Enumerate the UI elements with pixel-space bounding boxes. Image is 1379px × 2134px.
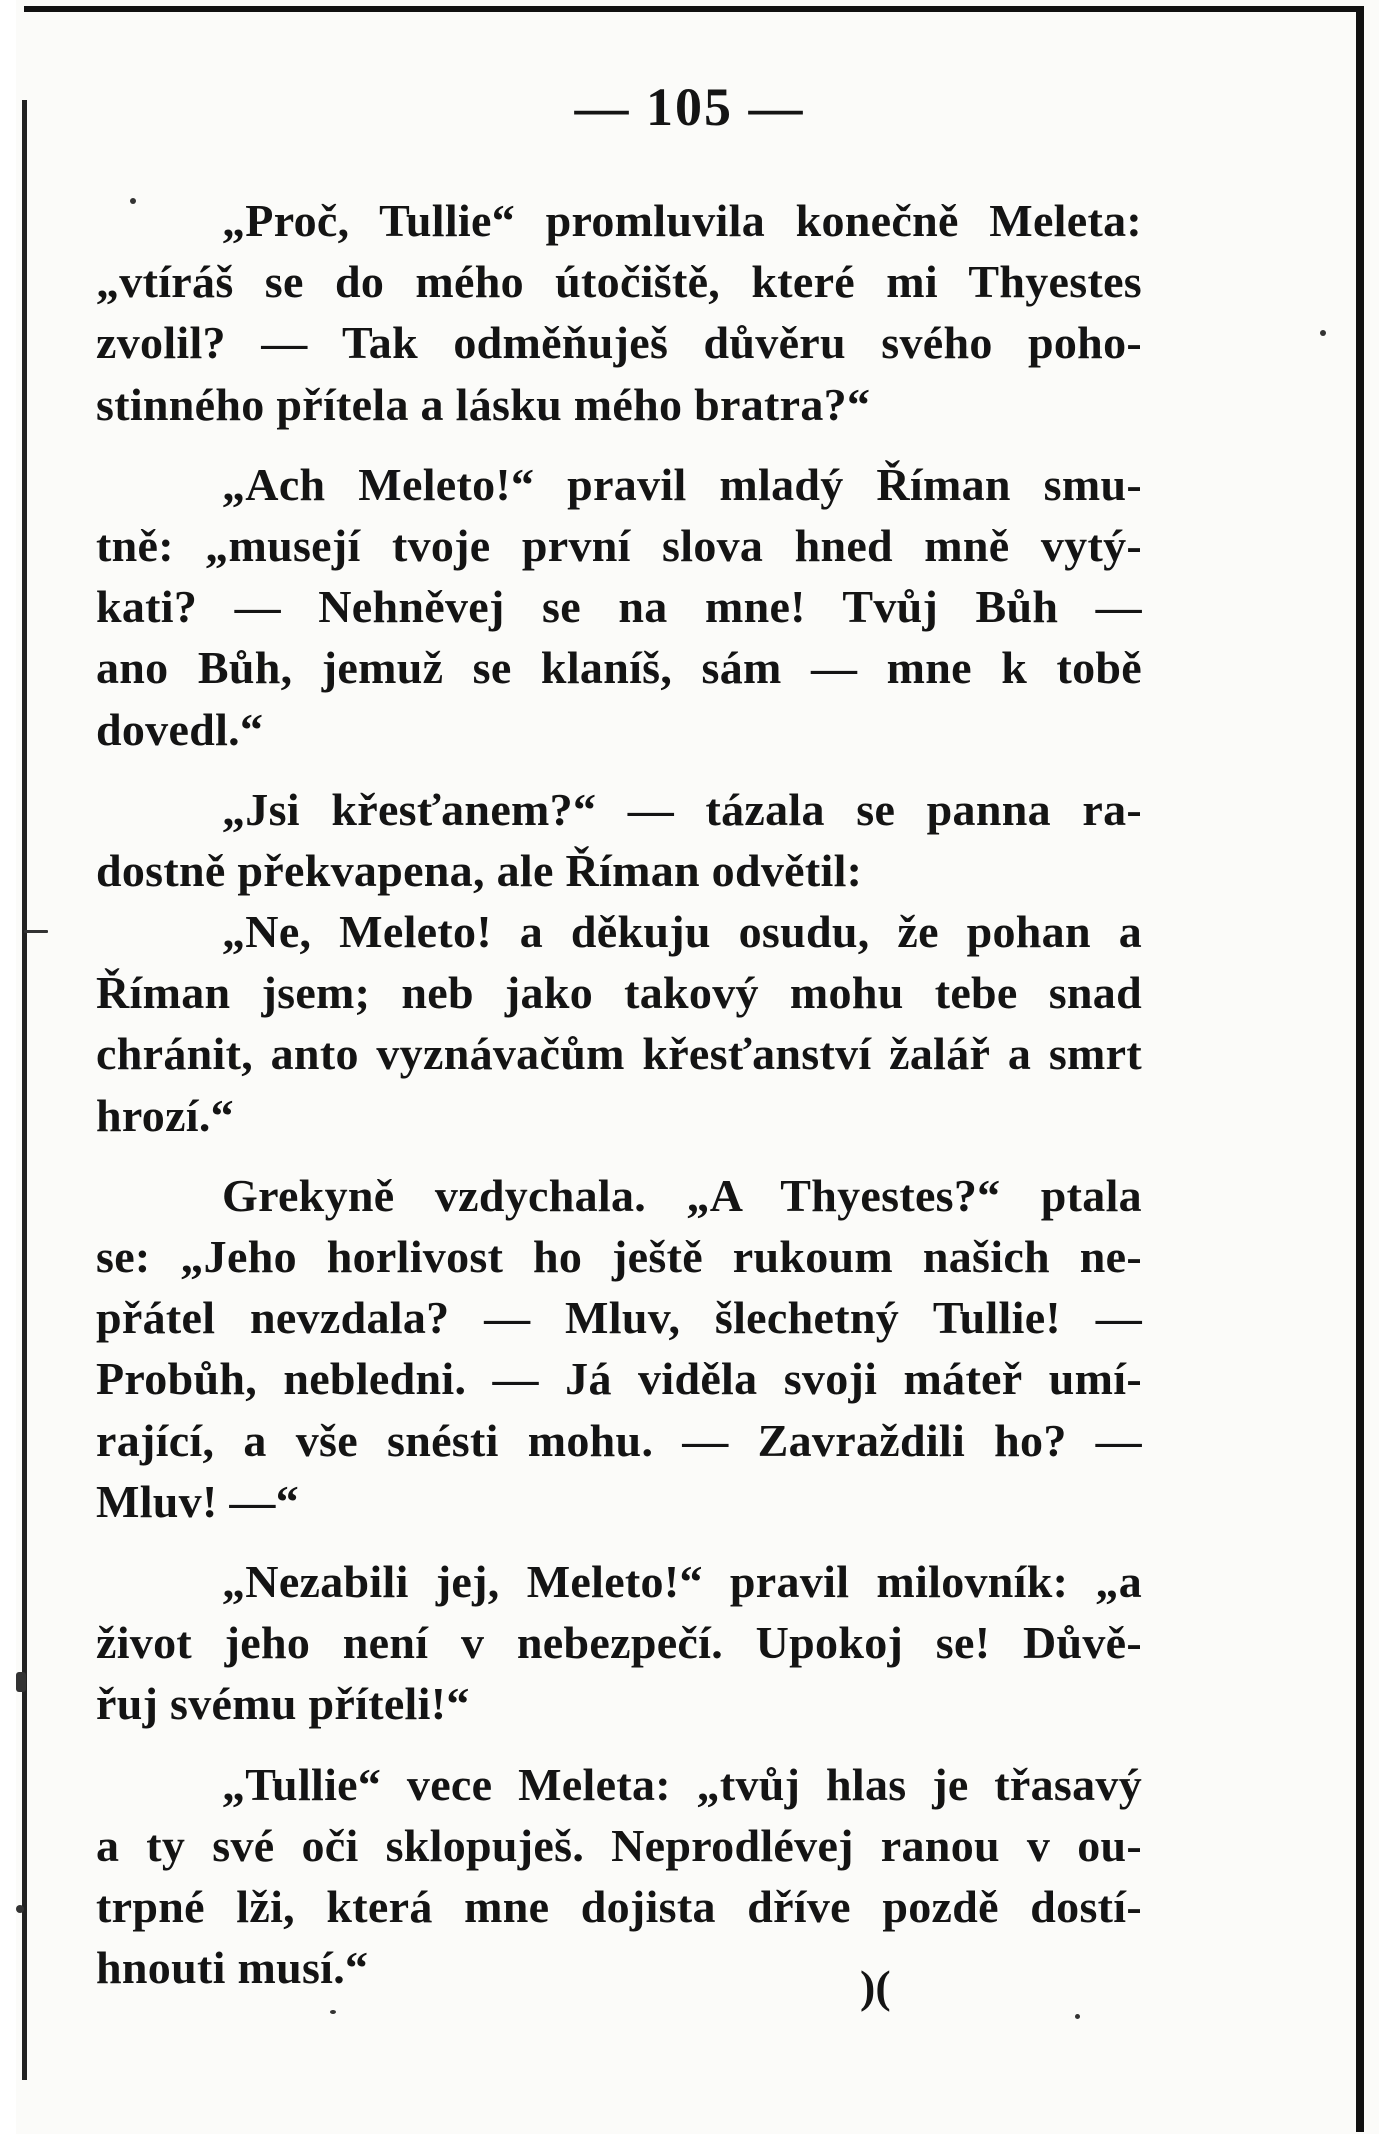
- paragraph-gap: [96, 1146, 1142, 1165]
- text-line: „vtíráš se do mého útočiště, které mi Thyestes: [96, 256, 1142, 308]
- scan-speck: [1320, 330, 1326, 336]
- paragraph-gap: [96, 1532, 1142, 1551]
- page-number: — 105 —: [574, 77, 805, 137]
- text-line: „Proč, Tullie“ promluvila konečně Meleta:: [222, 195, 1142, 246]
- text-line: Probůh, nebledni. — Já viděla svoji máteř umí-: [96, 1353, 1142, 1405]
- text-line: Grekyně vzdychala. „A Thyestes?“ ptala: [222, 1169, 1142, 1221]
- text-line: „Ne, Meleto! a děkuju osudu, že pohan a: [222, 906, 1142, 958]
- text-line: dovedl.“: [96, 703, 264, 755]
- paragraph: [96, 779, 1142, 901]
- text-line: „Ach Meleto!“ pravil mladý Říman smu-: [222, 458, 1142, 510]
- scan-speck: [330, 2010, 336, 2014]
- text-line: „Jsi křesťanem?“ — tázala se panna ra-: [222, 783, 1142, 835]
- catchword: )(: [860, 1961, 891, 2012]
- paragraph: [96, 190, 1142, 435]
- text-line: ano Bůh, jemuž se klaníš, sám — mne k tobě: [96, 642, 1142, 694]
- scan-speck: [16, 1672, 26, 1692]
- paragraph-gap: [96, 435, 1142, 454]
- paragraph: [96, 1551, 1142, 1735]
- scan-speck: [24, 930, 48, 933]
- scan-speck: [16, 1905, 24, 1913]
- text-line: se: „Jeho horlivost ho ještě rukoum našich ne-: [96, 1231, 1142, 1282]
- text-line: a ty své oči sklopuješ. Neprodlévej ranou v ou-: [96, 1819, 1142, 1871]
- text-line: řuj svému příteli!“: [96, 1678, 470, 1730]
- scan-border-top: [24, 6, 1364, 12]
- text-line: hnouti musí.“: [96, 1942, 369, 1994]
- paragraph-gap: [96, 1735, 1142, 1754]
- scan-margin: [0, 0, 16, 2134]
- paragraph: [96, 454, 1142, 760]
- scan-speck: [130, 198, 136, 204]
- text-line: trpné lži, která mne dojista dříve pozdě dostí-: [96, 1880, 1142, 1932]
- text-line: Mluv! —“: [96, 1475, 299, 1527]
- text-line: Říman jsem; neb jako takový mohu tebe snad: [96, 967, 1142, 1019]
- page-spine: [22, 100, 27, 2080]
- text-line: kati? — Nehněvej se na mne! Tvůj Bůh —: [96, 581, 1142, 633]
- text-line: rající, a vše snésti mohu. — Zavraždili ho? —: [96, 1414, 1142, 1466]
- scan-border-right: [1356, 6, 1364, 2132]
- text-line: stinného přítela a lásku mého bratra?“: [96, 378, 871, 430]
- text-line: chránit, anto vyznávačům křesťanství žalář a smrt: [96, 1028, 1142, 1080]
- text-line: „Tullie“ vece Meleta: „tvůj hlas je třasavý: [222, 1758, 1142, 1810]
- text-line: tně: „musejí tvoje první slova hned mně vytý-: [96, 519, 1142, 571]
- text-line: dostně překvapena, ale Říman odvětil:: [96, 844, 863, 896]
- paragraph: [96, 1165, 1142, 1532]
- scan-speck: [1075, 2014, 1080, 2019]
- body-text: [96, 190, 1142, 1998]
- text-line: život jeho není v nebezpečí. Upokoj se! Důvě-: [96, 1617, 1142, 1669]
- paragraph: [96, 901, 1142, 1146]
- text-line: přátel nevzdala? — Mluv, šlechetný Tullie! —: [96, 1292, 1142, 1344]
- text-line: „Nezabili jej, Meleto!“ pravil milovník: „a: [222, 1555, 1142, 1607]
- text-line: zvolil? — Tak odměňuješ důvěru svého poho-: [96, 317, 1142, 369]
- paragraph-gap: [96, 760, 1142, 779]
- text-line: hrozí.“: [96, 1089, 234, 1141]
- paragraph: [96, 1754, 1142, 1999]
